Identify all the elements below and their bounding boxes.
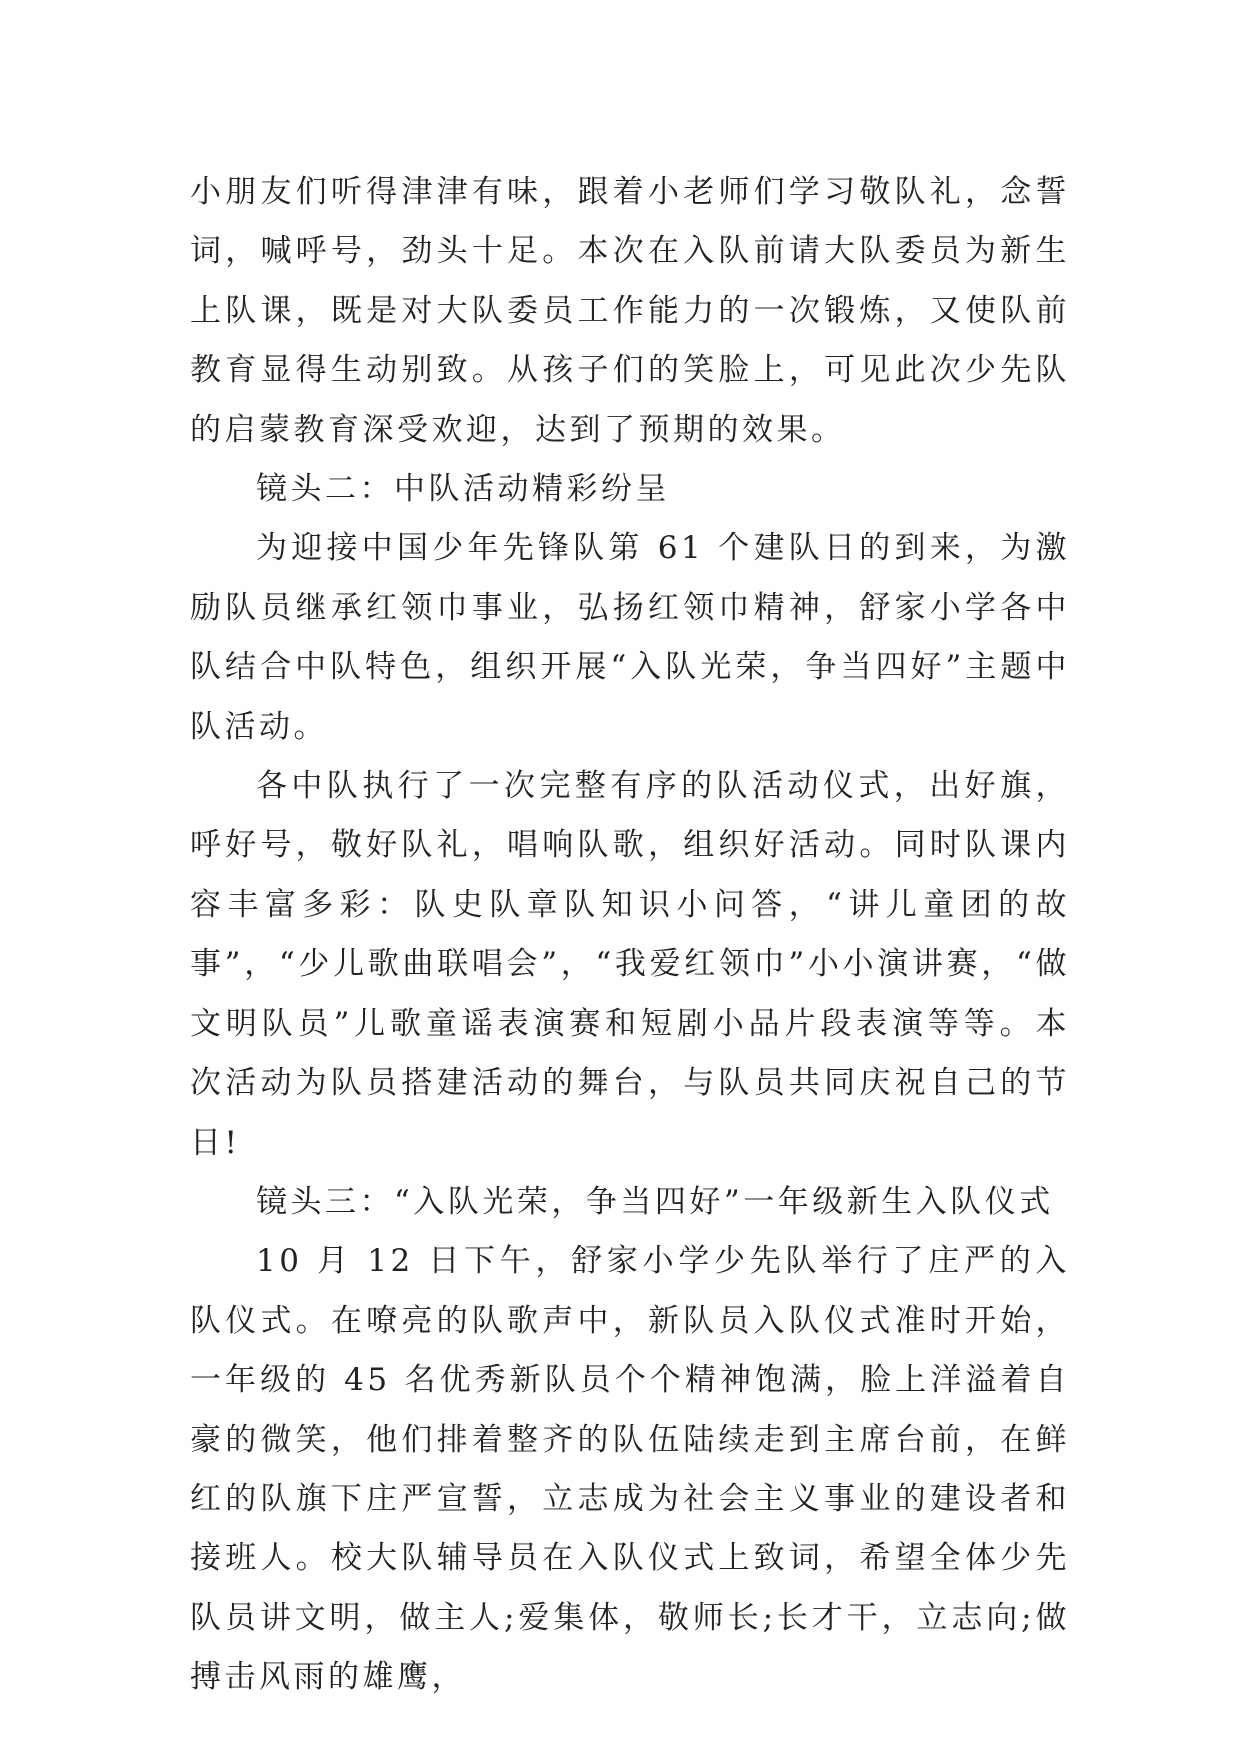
paragraph-induction-ceremony: 10 月 12 日下午，舒家小学少先队举行了庄严的入队仪式。在嘹亮的队歌声中，新队员入队仪式准时开始，一年级的 45 名优秀新队员个个精神饱满，脸上洋溢着自豪的微笑，他们排着整齐的队伍陆续走到主席台前，在鲜红的队旗下庄严宣誓，立志成为社会主义事业的建设者和接班人。校大队辅导员在入队仪式上致词，希望全体少先队员讲文明，做主人;爱集体，敬师长;长才干，立志向;做搏击风雨的雄鹰， (190, 1243, 1070, 1696)
section-heading-scene-two: 镜头二：中队活动精彩纷呈 (256, 471, 670, 508)
paragraph-anniversary: 为迎接中国少年先锋队第 61 个建队日的到来，为激励队员继承红领巾事业，弘扬红领巾精神，舒家小学各中队结合中队特色，组织开展“入队光荣，争当四好”主题中队活动。 (190, 530, 1070, 745)
paragraph-intro: 小朋友们听得津津有味，跟着小老师们学习敬队礼，念誓词，喊呼号，劲头十足。本次在入队前请大队委员为新生上队课，既是对大队委员工作能力的一次锻炼，又使队前教育显得生动别致。从孩子们的笑脸上，可见此次少先队的启蒙教育深受欢迎，达到了预期的效果。 (190, 174, 1070, 448)
section-heading-scene-three: 镜头三：“入队光荣，争当四好”一年级新生入队仪式 (256, 1183, 1054, 1220)
document-body (190, 163, 1070, 1708)
paragraph-squad-activities: 各中队执行了一次完整有序的队活动仪式，出好旗，呼好号，敬好队礼，唱响队歌，组织好活动。同时队课内容丰富多彩：队史队章队知识小问答，“讲儿童团的故事”，“少儿歌曲联唱会”，“我爱红领巾”小小演讲赛，“做文明队员”儿歌童谣表演赛和短剧小品片段表演等等。本次活动为队员搭建活动的舞台，与队员共同庆祝自己的节日! (190, 768, 1070, 1161)
